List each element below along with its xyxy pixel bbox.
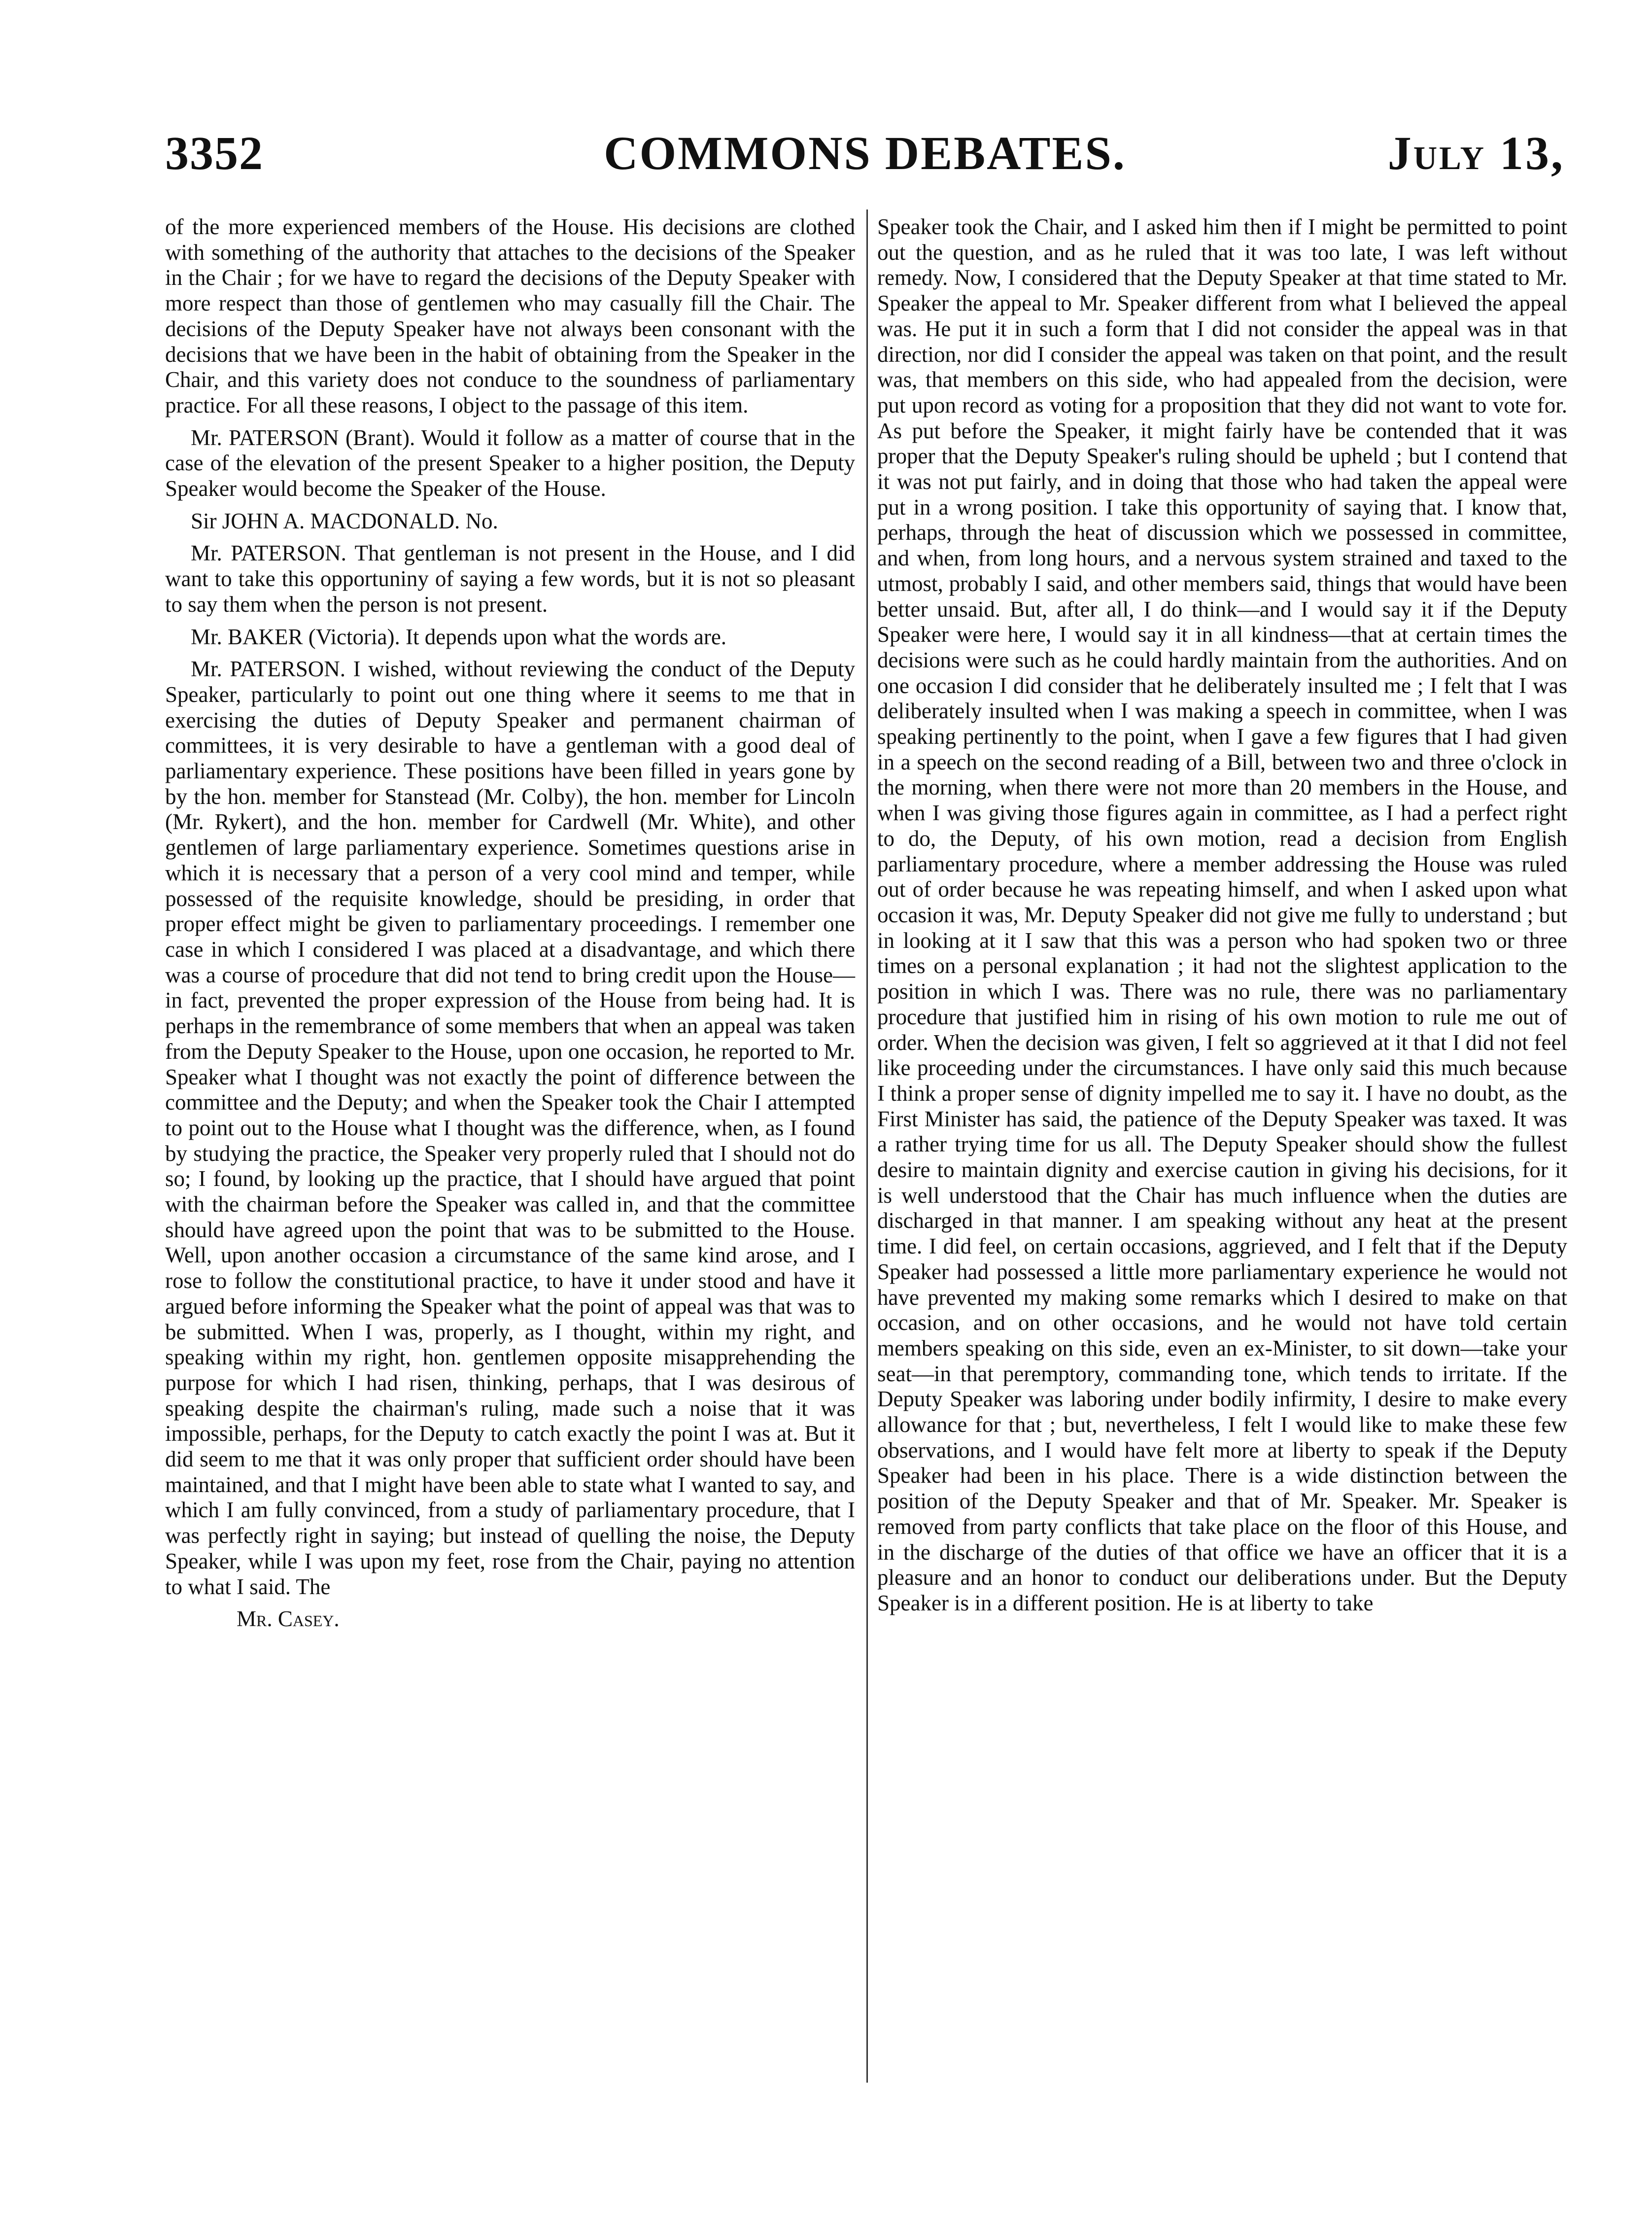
publication-title: COMMONS DEBATES. (604, 127, 1126, 179)
page-header (165, 126, 1565, 180)
paragraph: Sir JOHN A. MACDONALD. No. (191, 508, 498, 533)
paragraph: Speaker took the Chair, and I asked him then if I might be permitted to point out the question, and as he ruled that it was too late, I was left without remedy. Now, I considered that the Deputy Speaker at that time stated to Mr. Speaker the appeal to Mr. Speaker different from what I believed the appeal was. He put it in such a form that I did not consider the appeal was in that direction, nor did I consider the appeal was taken on that point, and the result was, that members on this side, who had appealed from the decision, were put upon record as voting for a proposition that they did not want to vote for. As put before the Speaker, it might fairly have be contended that it was proper that the Deputy Speaker's ruling should be upheld ; but I contend that it was not put fairly, and in doing that those who had taken the appeal were put in a wrong position. I take this opportunity of saying that. I know that, perhaps, through the heat of discussion which we possessed in committee, and when, from long hours, and a nervous system strained and taxed to the utmost, probably I said, and other members said, things that would have been better unsaid. But, after all, I do think—and I would say it if the Deputy Speaker were here, I would say it in all kindness—that at certain times the decisions were such as he could hardly maintain from the authorities. And on one occasion I did consider that he deliberately insulted me ; I felt that I was deliberately insulted when I was making a speech in committee, when I was speaking pertinently to the point, when I gave a few figures that I had given in a speech on the second reading of a Bill, between two and three o'clock in the morning, when there were not more than 20 members in the House, and when I was giving those figures again in committee, as I had a perfect right to do, the Deputy, of his own motion, read a decision from English parliamentary procedure, where a member addressing the House was ruled out of order because he was repeating himself, and when I asked upon what occasion it was, Mr. Deputy Speaker did not give me fully to understand ; but in looking at it I saw that this was a person who had spoken two or three times on a personal explanation ; it had not the slightest application to the position in which I was. There was no rule, there was no parliamentary procedure that justified him in rising of his own motion to rule me out of order. When the decision was given, I felt so aggrieved at it that I did not feel like proceeding under the circumstances. I have only said this much because I think a proper sense of dignity impelled me to say it. I have no doubt, as the First Minister has said, the patience of the Deputy Speaker was taxed. It was a rather trying time for us all. The Deputy Speaker should show the fullest desire to maintain dignity and exercise caution in giving his decisions, for it is well understood that the Chair has much influence when the duties are discharged in that manner. I am speaking without any heat at the present time. I did feel, on certain occasions, aggrieved, and I felt that if the Deputy Speaker had possessed a little more parliamentary experience he would not have prevented my making some remarks which I desired to make on that occasion, and on other occasions, and he would not have told certain members speaking on this side, even an ex-Minister, to sit down—take your seat—in that peremptory, commanding tone, which tends to irritate. If the Deputy Speaker was laboring under bodily infirmity, I desire to make every allowance for that ; but, nevertheless, I felt I would like to make these few observations, and I would have felt more at liberty to speak if the Deputy Speaker had been in his place. There is a wide distinction between the position of the Deputy Speaker and that of Mr. Speaker. Mr. Speaker is removed from party conflicts that take place on the floor of this House, and in the discharge of the duties of that office we have an officer that it is a pleasure and an honor to conduct our deliberations under. But the Deputy Speaker is in a different position. He is at liberty to take (877, 214, 1567, 1615)
paragraph: Mr. BAKER (Victoria). It depends upon what the words are. (191, 624, 727, 649)
column-divider (866, 209, 868, 2083)
left-column (165, 214, 855, 1632)
paragraph: Mr. PATERSON (Brant). Would it follow as a matter of course that in the case of the elevation of the present Speaker to a higher position, the Deputy Speaker would become the Speaker of the House. (165, 425, 855, 501)
paragraph: of the more experienced members of the House. His decisions are clothed with something of the authority that attaches to the decisions of the Speaker in the Chair ; for we have to regard the decisions of the Deputy Speaker with more respect than those of gentlemen who may casually fill the Chair. The decisions of the Deputy Speaker have not always been consonant with the decisions that we have been in the habit of obtaining from the Speaker in the Chair, and this variety does not conduce to the soundness of parliamentary practice. For all these reasons, I object to the passage of this item. (165, 214, 855, 418)
catchword-footer: Mr. Casey. (237, 1606, 340, 1632)
right-column (877, 214, 1567, 1623)
header-date: July 13, (1387, 127, 1565, 179)
paragraph: Mr. PATERSON. That gentleman is not present in the House, and I did want to take this opportuniny of saying a few words, but it is not so pleasant to say them when the person is not present. (165, 541, 855, 617)
paragraph: Mr. PATERSON. I wished, without reviewing the conduct of the Deputy Speaker, particularly to point out one thing where it seems to me that in exercising the duties of Deputy Speaker and permanent chairman of committees, it is very desirable to have a gentleman with a good deal of parliamentary experience. These positions have been filled in years gone by by the hon. member for Stanstead (Mr. Colby), the hon. member for Lincoln (Mr. Rykert), and the hon. member for Cardwell (Mr. White), and other gentlemen of large parliamentary experience. Sometimes questions arise in which it is necessary that a person of a very cool mind and temper, while possessed of the requisite knowledge, should be presiding, in order that proper effect might be given to parliamentary proceedings. I remember one case in which I considered I was placed at a disadvantage, and which there was a course of procedure that did not tend to bring credit upon the House—in fact, prevented the proper expression of the House from being had. It is perhaps in the remembrance of some members that when an appeal was taken from the Deputy Speaker to the House, upon one occasion, he reported to Mr. Speaker what I thought was not exactly the point of difference between the committee and the Deputy; and when the Speaker took the Chair I attempted to point out to the House what I thought was the difference, when, as I found by studying the practice, the Speaker very properly ruled that I should not do so; I found, by looking up the practice, that I should have argued that point with the chairman before the Speaker was called in, and that the committee should have agreed upon the point that was to be submitted to the House. Well, upon another occasion a circumstance of the same kind arose, and I rose to follow the constitutional practice, to have it under stood and have it argued before informing the Speaker what the point of appeal was that was to be submitted. When I was, properly, as I thought, within my right, and speaking within my right, hon. gentlemen opposite misapprehending the purpose for which I had risen, thinking, perhaps, that I was desirous of speaking despite the chairman's ruling, made such a noise that it was impossible, perhaps, for the Deputy to catch exactly the point I was at. But it did seem to me that it was only proper that sufficient order should have been maintained, and that I might have been able to state what I wanted to say, and which I am fully convinced, from a study of parliamentary procedure, that I was perfectly right in saying; but instead of quelling the noise, the Deputy Speaker, while I was upon my feet, rose from the Chair, paying no attention to what I said. The (165, 657, 855, 1599)
page-number: 3352 (165, 127, 264, 179)
